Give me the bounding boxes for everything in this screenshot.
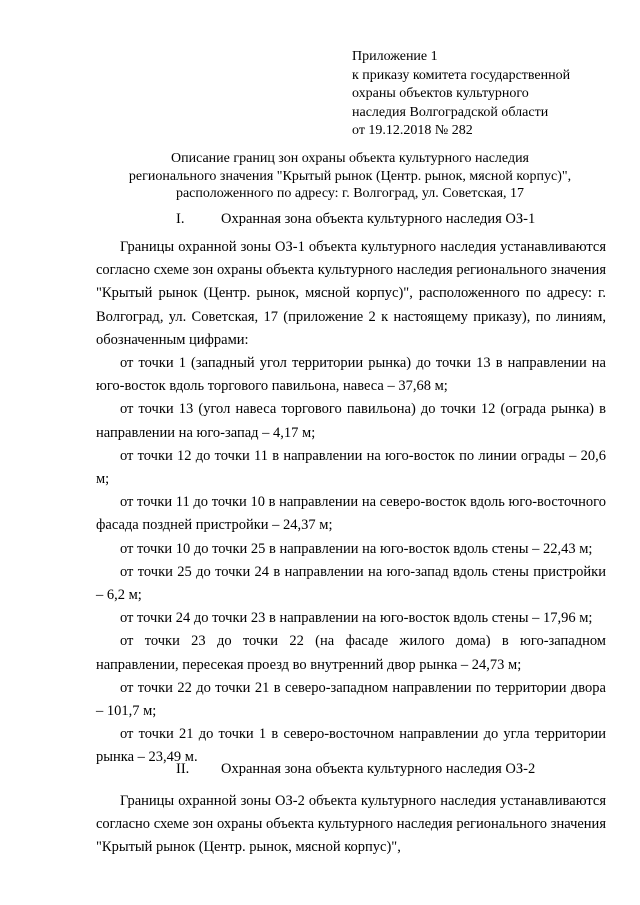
section-1-intro-paragraph: Границы охранной зоны ОЗ-1 объекта культурного наследия устанавливаются согласно схеме зон охраны объекта культурного наследия регионального значения "Крытый рынок (Центр. рынок, мясной корпус)", расположенного по адресу: г. Волгоград, ул. Советская, 17 (приложение 2 к настоящему приказу), по линиям, обозначенным цифрами: — [96, 239, 606, 348]
section-2-intro-paragraph: Границы охранной зоны ОЗ-2 объекта культурного наследия устанавливаются согласно схеме зон охраны объекта культурного наследия регионального значения "Крытый рынок (Центр. рынок, мясной корпус)", — [96, 793, 606, 856]
boundary-item: от точки 12 до точки 11 в направлении на юго-восток по линии ограды – 20,6 м; — [96, 447, 606, 488]
section-2-number: II. — [176, 761, 190, 777]
section-2-title: Охранная зона объекта культурного наследия ОЗ-2 — [221, 761, 536, 777]
appendix-line: Приложение 1 — [352, 49, 438, 64]
boundary-item: от точки 24 до точки 23 в направлении на юго-восток вдоль стены – 17,96 м; — [120, 610, 593, 627]
section-1-number: I. — [176, 211, 185, 227]
section-1-text — [96, 236, 606, 770]
boundary-item: от точки 11 до точки 10 в направлении на северо-восток вдоль юго-восточного фасада поздней пристройки – 24,37 м; — [96, 494, 606, 534]
title-line: регионального значения "Крытый рынок (Центр. рынок, мясной корпус)", — [128, 168, 572, 184]
appendix-line: от 19.12.2018 № 282 — [352, 123, 473, 138]
title-line: Описание границ зон охраны объекта культурного наследия — [170, 151, 529, 166]
boundary-item: от точки 1 (западный угол территории рынка) до точки 13 в направлении на юго-восток вдоль торгового павильона, навеса – 37,68 м; — [96, 355, 606, 395]
title-line: расположенного по адресу: г. Волгоград, ул. Советская, 17 — [175, 186, 525, 201]
section-1-title: Охранная зона объекта культурного наследия ОЗ-1 — [221, 211, 536, 227]
boundary-item: от точки 25 до точки 24 в направлении на юго-запад вдоль стены пристройки – 6,2 м; — [96, 563, 606, 604]
document-title — [80, 150, 620, 203]
section-2-text — [96, 790, 606, 860]
boundary-item: от точки 23 до точки 22 (на фасаде жилого дома) в юго-западном направлении, пересекая проезд во внутренний двор рынка – 24,73 м; — [96, 633, 606, 673]
boundary-item: от точки 13 (угол навеса торгового павильона) до точки 12 (ограда рынка) в направлении на юго-запад – 4,17 м; — [96, 401, 606, 441]
appendix-line: охраны объектов культурного — [352, 86, 529, 101]
appendix-line: наследия Волгоградской области — [352, 104, 549, 120]
boundary-item: от точки 21 до точки 1 в северо-восточном направлении до угла территории рынка – 23,49 м. — [96, 726, 606, 766]
boundary-item: от точки 22 до точки 21 в северо-западном направлении по территории двора – 101,7 м; — [96, 679, 606, 720]
boundary-item: от точки 10 до точки 25 в направлении на юго-восток вдоль стены – 22,43 м; — [120, 540, 593, 557]
appendix-line: к приказу комитета государственной — [352, 67, 571, 83]
appendix-note — [352, 48, 622, 141]
